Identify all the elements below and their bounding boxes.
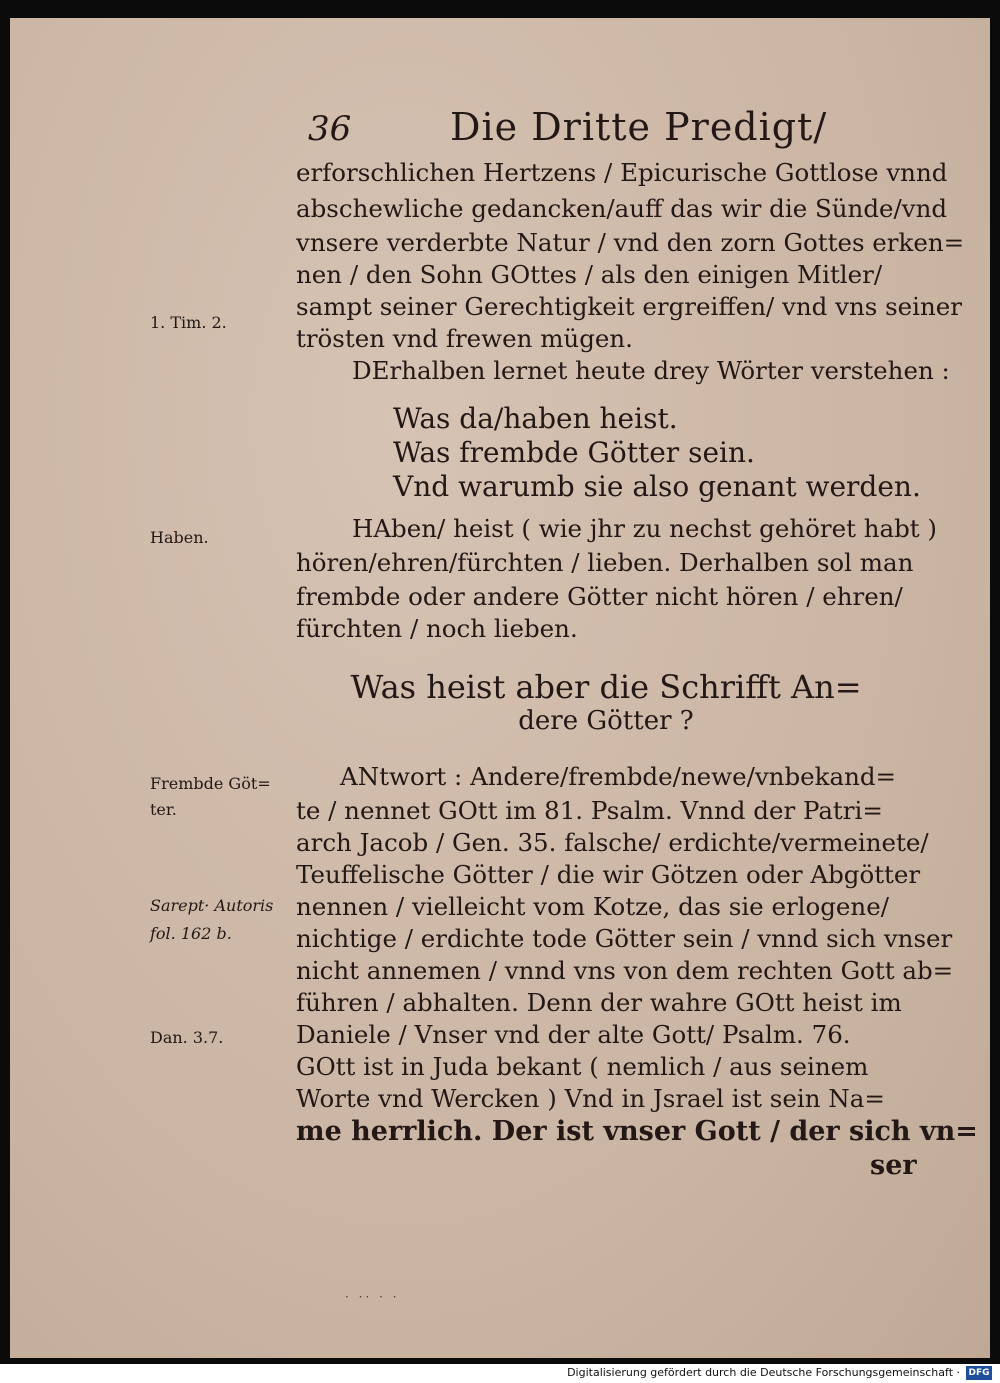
margin-note-sarept: Sarept· Autoris [150,896,274,915]
text-line: hören/ehren/fürchten / lieben. Derhalben sol man [296,548,914,577]
text-line: nennen / vielleicht vom Kotze, das sie erlogene/ [296,892,889,921]
funding-notice: Digitalisierung gefördert durch die Deutsche Forschungsgemeinschaft · [567,1366,960,1379]
margin-note-tim: 1. Tim. 2. [150,313,227,332]
footer-bar [0,1364,1000,1383]
text-line: sampt seiner Gerechtigkeit ergreiffen/ vnd vns seiner [296,292,963,321]
text-line: DErhalben lernet heute drey Wörter verstehen : [352,356,950,385]
text-line: te / nennet GOtt im 81. Psalm. Vnnd der Patri= [296,796,883,825]
text-line: führen / abhalten. Denn der wahre GOtt heist im [296,988,902,1017]
text-line: ANtwort : Andere/frembde/newe/vnbekand= [340,762,897,791]
margin-note-haben: Haben. [150,528,209,547]
text-line: Worte vnd Wercken ) Vnd in Jsrael ist sein Na= [296,1084,885,1113]
ink-specks: · ·· · · [345,1290,400,1304]
section-heading: Was heist aber die Schrifft An= [350,668,862,706]
margin-note-frembde: Frembde Göt= [150,774,271,793]
text-line: me herrlich. Der ist vnser Gott / der sich vn= [296,1116,978,1147]
text-line: abschewliche gedancken/auff das wir die Sünde/vnd [296,194,948,223]
section-heading-continued: dere Götter ? [518,706,694,736]
dfg-logo: DFG [966,1366,992,1380]
list-line: Was frembde Götter sein. [393,436,755,469]
text-line: trösten vnd frewen mügen. [296,324,633,353]
text-line: vnsere verderbte Natur / vnd den zorn Gottes erken= [296,228,965,257]
text-line: Teuffelische Götter / die wir Götzen oder Abgötter [296,860,921,889]
text-line: nichtige / erdichte tode Götter sein / vnnd sich vnser [296,924,953,953]
margin-note-dan: Dan. 3.7. [150,1028,224,1047]
text-line: fürchten / noch lieben. [296,614,578,643]
margin-note-sarept-folio: fol. 162 b. [150,924,232,943]
page-header [290,105,930,155]
text-line: erforschlichen Hertzens / Epicurische Gottlose vnnd [296,158,948,187]
text-line: nen / den Sohn GOttes / als den einigen Mitler/ [296,260,883,289]
catchword: ser [870,1150,917,1181]
list-line: Was da/haben heist. [393,402,678,435]
running-title: Die Dritte Predigt/ [450,105,828,149]
text-line: arch Jacob / Gen. 35. falsche/ erdichte/vermeinete/ [296,828,929,857]
margin-note-frembde-continued: ter. [150,800,177,819]
text-line: GOtt ist in Juda bekant ( nemlich / aus seinem [296,1052,869,1081]
text-line: frembde oder andere Götter nicht hören / ehren/ [296,582,903,611]
text-line: nicht annemen / vnnd vns von dem rechten Gott ab= [296,956,954,985]
text-line: HAben/ heist ( wie jhr zu nechst gehöret habt ) [352,514,937,543]
list-line: Vnd warumb sie also genant werden. [393,470,921,503]
text-line: Daniele / Vnser vnd der alte Gott/ Psalm. 76. [296,1020,851,1049]
page-number: 36 [308,109,352,149]
